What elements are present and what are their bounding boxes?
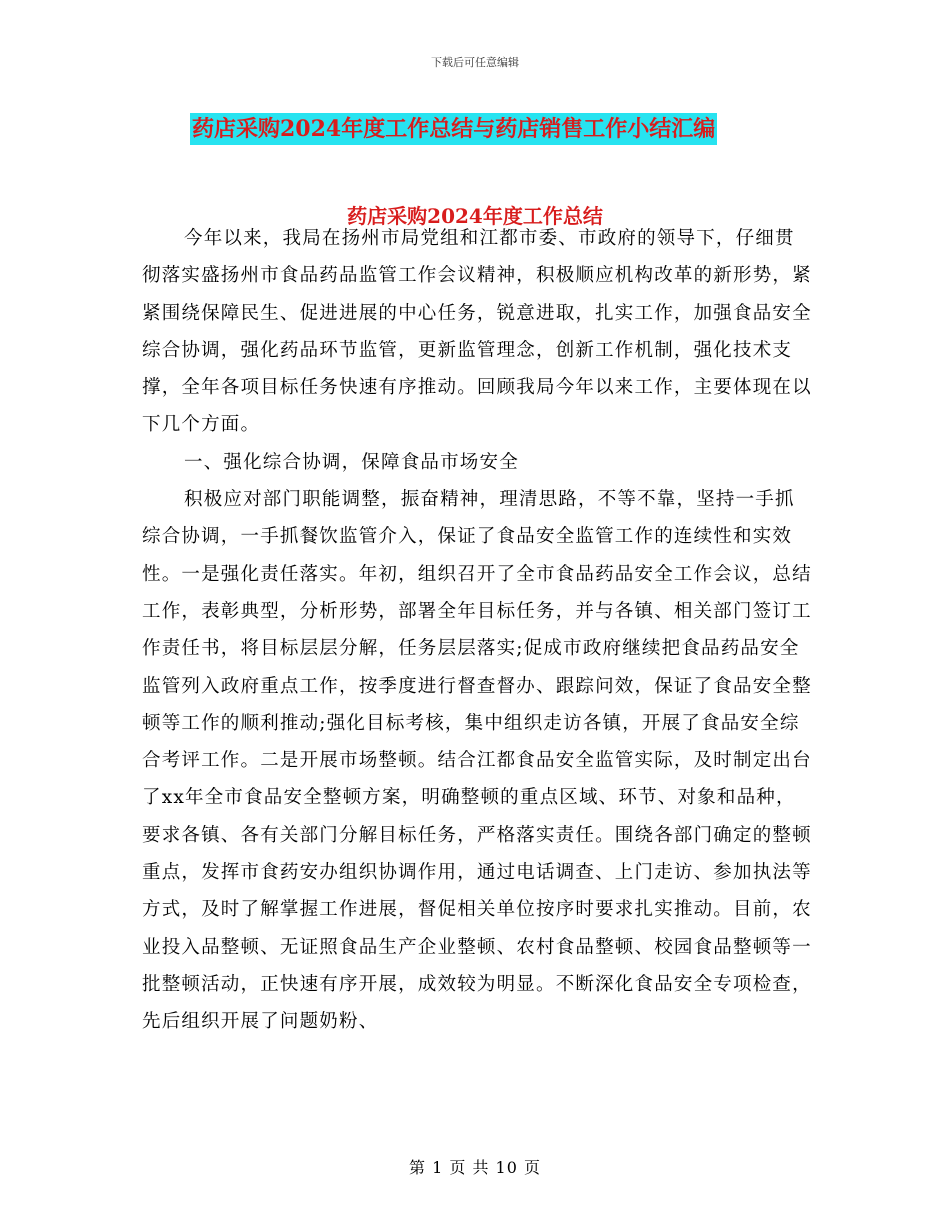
page-footer: 第 1 页 共 10 页 — [409, 1158, 541, 1177]
paragraph: 积极应对部门职能调整，振奋精神，理清思路，不等不靠，坚持一手抓综合协调，一手抓餐饮监管介入，保证了食品安全监管工作的连续性和实效性。一是强化责任落实。年初，组织召开了全市食品药品安全工作会议，总结工作，表彰典型，分析形势，部署全年目标任务，并与各镇、相关部门签订工作责任书，将目标层层分解，任务层层落实;促成市政府继续把食品药品安全监管列入政府重点工作，按季度进行督查督办、跟踪问效，保证了食品安全整顿等工作的顺利推动;强化目标考核，集中组织走访各镇，开展了食品安全综合考评工作。二是开展市场整顿。结合江都食品安全监管实际，及时制定出台了xx年全市食品安全整顿方案，明确整顿的重点区域、环节、对象和品种，要求各镇、各有关部门分解目标任务，严格落实责任。围绕各部门确定的整顿重点，发挥市食药安办组织协调作用，通过电话调查、上门走访、参加执法等方式，及时了解掌握工作进展，督促相关单位按序时要求扎实推动。目前，农业投入品整顿、无证照食品生产企业整顿、农村食品整顿、校园食品整顿等一批整顿活动，正快速有序开展，成效较为明显。不断深化食品安全专项检查，先后组织开展了问题奶粉、 — [142, 489, 812, 1033]
section-heading: 一、强化综合协调，保障食品市场安全 — [184, 451, 519, 473]
document-title: 药店采购2024年度工作总结与药店销售工作小结汇编 — [190, 113, 717, 145]
paragraph: 今年以来，我局在扬州市局党组和江都市委、市政府的领导下，仔细贯彻落实盛扬州市食品药品监管工作会议精神，积极顺应机构改革的新形势，紧紧围绕保障民生、促进进展的中心任务，锐意进取，扎实工作，加强食品安全综合协调，强化药品环节监管，更新监管理念，创新工作机制，强化技术支撑，全年各项目标任务快速有序推动。回顾我局今年以来工作，主要体现在以下几个方面。 — [142, 228, 812, 436]
header-note: 下载后可任意编辑 — [431, 56, 519, 69]
section-title: 药店采购2024年度工作总结 — [347, 204, 603, 228]
document-body — [142, 220, 812, 1041]
